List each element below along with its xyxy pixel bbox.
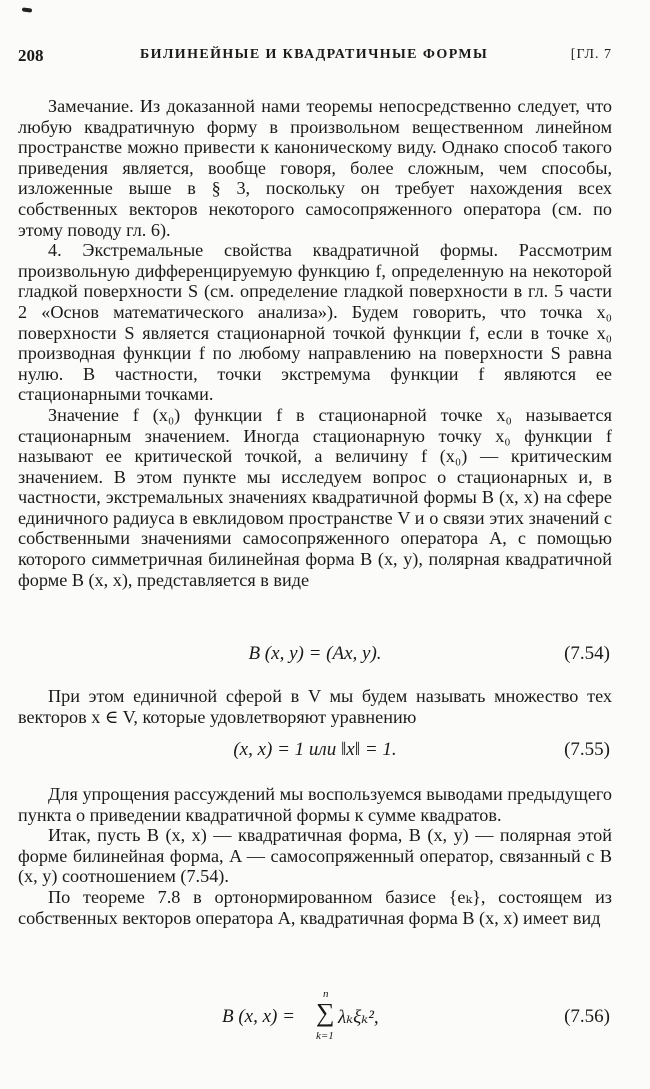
stationary-value-paragraph: Значение f (x₀) функции f в стационарной точке x₀ называется стационарным значением. Иногда стационарную точку x₀ функции f называют ее критической точкой, а величину f (x₀) — критическим значением. В этом пункте мы исследуем вопрос о стационарных и, в частности, экстремальных значениях квадратичной формы B (x, x) на сфере единичного радиуса в евклидовом пространстве V и о связи этих значений с собственными значениями самосопряженного оператора A, с помощью которого симметричная билинейная форма B (x, y), полярная квадратичной форме B (x, x), представляется в виде — [18, 404, 612, 590]
sum-term: λₖξₖ², — [338, 1007, 379, 1028]
sum-upper-limit: n — [323, 988, 329, 1000]
print-speck — [22, 7, 32, 12]
formula-7-56-lhs: B (x, x) = — [222, 1006, 295, 1027]
formula-7-55 — [18, 739, 612, 767]
simplification-paragraph: Для упрощения рассуждений мы воспользуемся выводами предыдущего пункта о приведении квадратичной формы к сумме квадратов. — [18, 784, 612, 825]
let-paragraph: Итак, пусть B (x, x) — квадратичная форма, B (x, y) — полярная этой форме билинейная форма, A — самосопряженный оператор, связанный с B (x, y) соотношением (7.54). — [18, 825, 612, 887]
formula-7-54 — [18, 643, 612, 671]
formula-7-55-tag: (7.55) — [564, 739, 610, 760]
remark-paragraph: Замечание. Из доказанной нами теоремы непосредственно следует, что любую квадратичную форму в произвольном вещественном линейном пространстве можно привести к каноническому виду. Однако способ такого приведения является, вообще говоря, более сложным, чем способы, изложенные выше в § 3, поскольку он требует нахождения всех собственных векторов некоторого самосопряженного оператора (см. по этому поводу гл. 6). — [18, 96, 612, 240]
formula-7-55-expr: (x, x) = 1 или ‖x‖ = 1. — [233, 739, 397, 760]
sum-sign: ∑ — [316, 998, 335, 1027]
formula-7-54-tag: (7.54) — [564, 643, 610, 664]
theorem-paragraph: По теореме 7.8 в ортонормированном базисе {eₖ}, состоящем из собственных векторов оператора A, квадратичная форма B (x, x) имеет вид — [18, 886, 612, 928]
running-title: БИЛИНЕЙНЫЕ И КВАДРАТИЧНЫЕ ФОРМЫ — [140, 47, 489, 62]
formula-7-54-expr: B (x, y) = (Ax, y). — [248, 643, 382, 664]
text-block-bottom — [18, 784, 612, 928]
page-number: 208 — [18, 46, 44, 65]
unit-sphere-paragraph: При этом единичной сферой в V мы будем называть множество тех векторов x ∈ V, которые удовлетворяют уравнению — [18, 686, 612, 727]
text-block-top — [18, 96, 612, 590]
text-block-mid — [18, 686, 612, 727]
chapter-marker: [ГЛ. 7 — [570, 47, 612, 62]
page-header — [18, 46, 612, 70]
sum-lower-limit: k=1 — [316, 1030, 334, 1042]
formula-7-56-tag: (7.56) — [564, 1006, 610, 1027]
section-4-paragraph: 4. Экстремальные свойства квадратичной формы. Рассмотрим произвольную дифференцируемую функцию f, определенную на некоторой гладкой поверхности S (см. определение гладкой поверхности в гл. 5 части 2 «Основ математического анализа»). Будем говорить, что точка x₀ поверхности S является стационарной точкой функции f, если в точке x₀ производная функции f по любому направлению на поверхности S равна нулю. В частности, точки экстремума функции f являются ее стационарными точками. — [18, 240, 612, 405]
